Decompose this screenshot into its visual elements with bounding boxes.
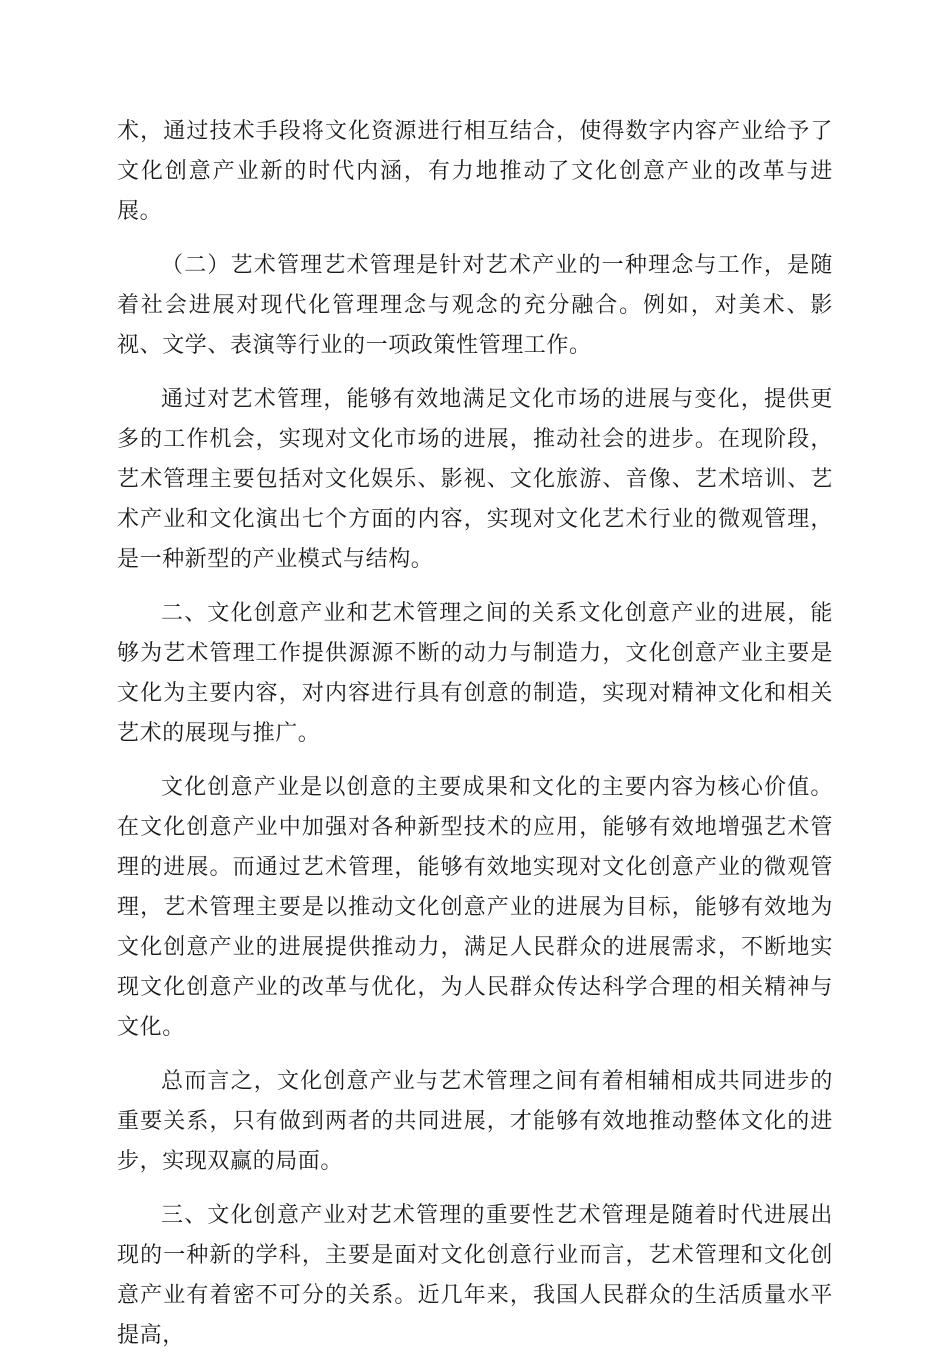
paragraph-summary: 总而言之，文化创意产业与艺术管理之间有着相辅相成共同进步的重要关系，只有做到两者的共同进展，才能够有效地推动整体文化的进步，实现双赢的局面。	[117, 1069, 833, 1174]
paragraph-continuation: 术，通过技术手段将文化资源进行相互结合，使得数字内容产业给予了文化创意产业新的时代内涵，有力地推动了文化创意产业的改革与进展。	[117, 119, 833, 224]
paragraph-art-management: （二）艺术管理艺术管理是针对艺术产业的一种理念与工作，是随着社会进展对现代化管理理念与观念的充分融合。例如，对美术、影视、文学、表演等行业的一项政策性管理工作。	[117, 253, 833, 358]
paragraph-section-three-importance: 三、文化创意产业对艺术管理的重要性艺术管理是随着时代进展出现的一种新的学科，主要是面对文化创意行业而言，艺术管理和文化创意产业有着密不可分的关系。近几年来，我国人民群众的生活质量水平提高，	[117, 1203, 833, 1348]
paragraph-core-value: 文化创意产业是以创意的主要成果和文化的主要内容为核心价值。在文化创意产业中加强对各种新型技术的应用，能够有效地增强艺术管理的进展。而通过艺术管理，能够有效地实现对文化创意产业的微观管理，艺术管理主要是以推动文化创意产业的进展为目标，能够有效地为文化创意产业的进展提供推动力，满足人民群众的进展需求，不断地实现文化创意产业的改革与优化，为人民群众传达科学合理的相关精神与文化。	[117, 775, 833, 1040]
paragraph-art-management-scope: 通过对艺术管理，能够有效地满足文化市场的进展与变化，提供更多的工作机会，实现对文化市场的进展，推动社会的进步。在现阶段，艺术管理主要包括对文化娱乐、影视、文化旅游、音像、艺术培训、艺术产业和文化演出七个方面的内容，实现对文化艺术行业的微观管理，是一种新型的产业模式与结构。	[117, 387, 833, 572]
document-body	[117, 112, 833, 1370]
paragraph-section-two-relationship: 二、文化创意产业和艺术管理之间的关系文化创意产业的进展，能够为艺术管理工作提供源源不断的动力与制造力，文化创意产业主要是文化为主要内容，对内容进行具有创意的制造，实现对精神文化和相关艺术的展现与推广。	[117, 601, 833, 746]
